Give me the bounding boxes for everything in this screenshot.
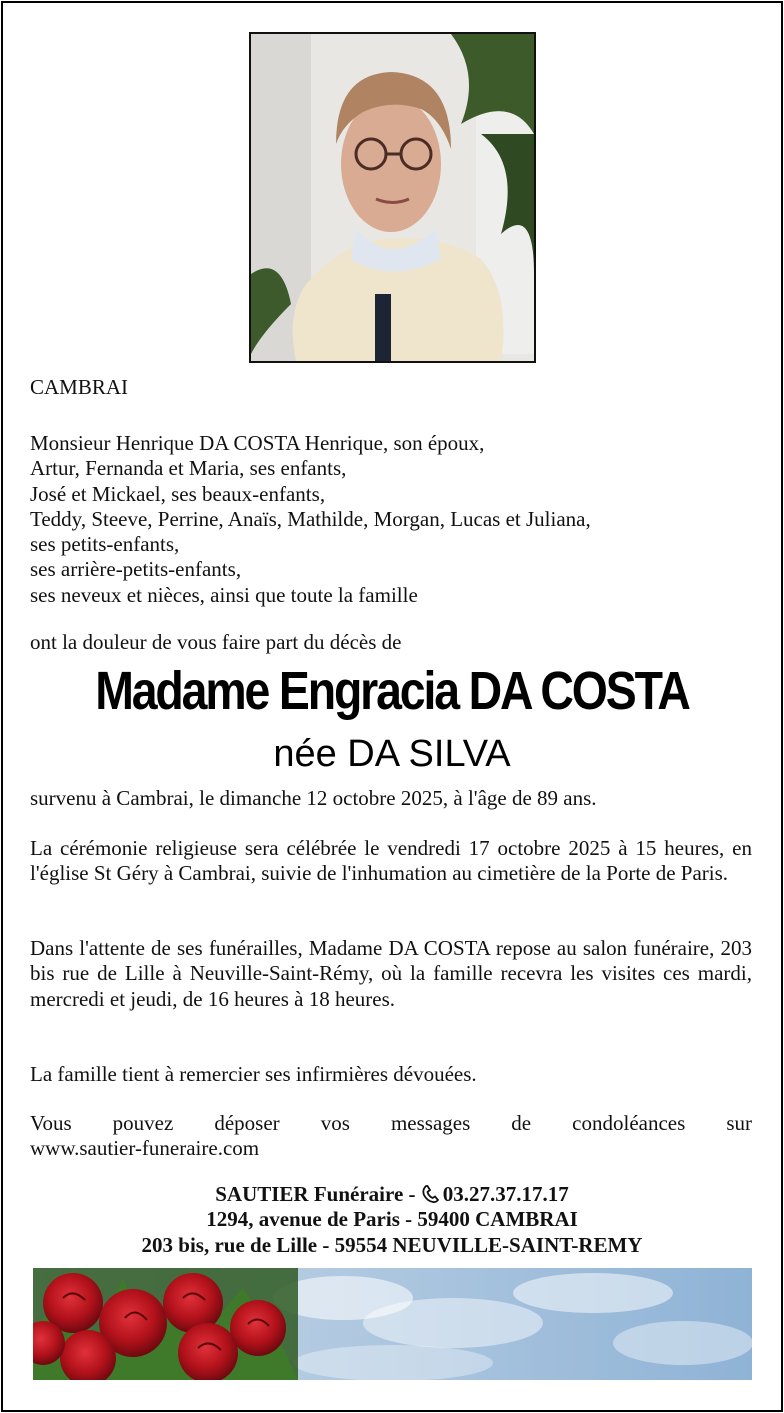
funeral-home-line-1 [0, 1182, 784, 1207]
thanks-message: La famille tient à remercier ses infirmières dévouées. [30, 1062, 477, 1086]
family-line: Monsieur Henrique DA COSTA Henrique, son époux, [30, 431, 485, 455]
family-line: José et Mickael, ses beaux-enfants, [30, 481, 326, 506]
funeral-home-phone: 03.27.37.17.17 [442, 1182, 569, 1206]
funeral-home-name: SAUTIER Funéraire - [215, 1182, 421, 1206]
announcement-intro: ont la douleur de vous faire part du décès de [30, 630, 402, 654]
funeral-home-address-1: 1294, avenue de Paris - 59400 CAMBRAI [206, 1207, 578, 1232]
phone-icon [421, 1184, 443, 1204]
family-line: ses petits-enfants, [30, 532, 180, 557]
funeral-salon-details: Dans l'attente de ses funérailles, Madame DA COSTA repose au salon funéraire, 203 bis rue de Lille à Neuville-Saint-Rémy, où la famille recevra les visites ces mardi, mercredi et jeudi, de 16 heures à 18 heures. [30, 936, 752, 1011]
condolences-text: Vous pouvez déposer vos messages de condoléances sur [30, 1111, 752, 1135]
condolences-website-link[interactable]: www.sautier-funeraire.com [30, 1136, 260, 1161]
deceased-name: Madame Engracia DA COSTA [95, 661, 689, 721]
family-list [30, 431, 591, 608]
family-line: ses neveux et nièces, ainsi que toute la famille [30, 582, 418, 607]
ceremony-details: La cérémonie religieuse sera célébrée le vendredi 17 octobre 2025 à 15 heures, en l'église St Géry à Cambrai, suivie de l'inhumation au cimetière de la Porte de Paris. [30, 836, 752, 886]
funeral-home-info [0, 1182, 784, 1258]
funeral-home-address-2: 203 bis, rue de Lille - 59554 NEUVILLE-SAINT-REMY [141, 1232, 643, 1257]
roses-sky-banner [33, 1268, 752, 1380]
family-line: Artur, Fernanda et Maria, ses enfants, [30, 456, 347, 481]
family-line: Teddy, Steeve, Perrine, Anaïs, Mathilde, Morgan, Lucas et Juliana, [30, 506, 591, 531]
family-line: ses arrière-petits-enfants, [30, 557, 242, 582]
condolences-message [30, 1111, 752, 1162]
death-details: survenu à Cambrai, le dimanche 12 octobre 2025, à l'âge de 89 ans. [30, 786, 597, 810]
maiden-name: née DA SILVA [273, 733, 511, 775]
deceased-portrait-photo [249, 32, 536, 363]
location-heading: CAMBRAI [30, 375, 129, 399]
